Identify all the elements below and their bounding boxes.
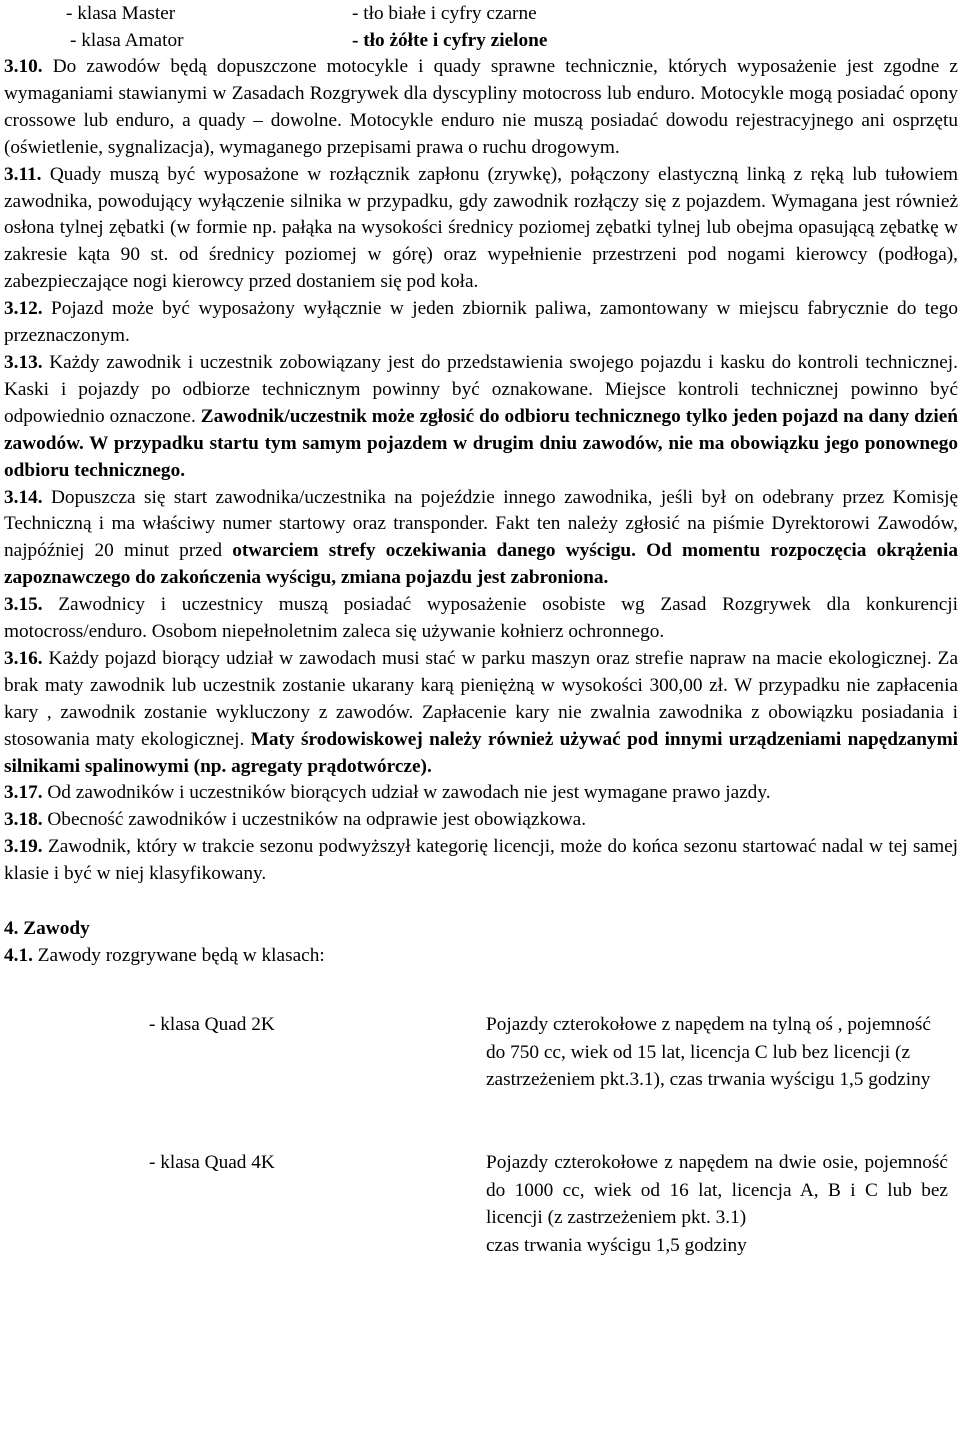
paragraph-number: 4.1. — [4, 945, 33, 967]
document-page — [4, 0, 958, 1289]
class-name: - klasa Quad 2K — [149, 1014, 275, 1036]
paragraph-text: Zawody rozgrywane będą w klasach: — [32, 945, 325, 967]
paragraph-bold-text: otwarciem strefy oczekiwania danego wyścigu. Od momentu rozpoczęcia okrążenia zapoznawczego do zakończenia wyścigu, zmiana pojazdu jest zabroniona. — [4, 540, 958, 589]
paragraph-number: 3.13. — [4, 351, 43, 373]
paragraph-number: 3.19. — [4, 836, 43, 858]
class-row-amator — [70, 27, 958, 54]
class-label: - klasa Amator — [70, 30, 184, 51]
class-description-main: Pojazdy czterokołowe z napędem na dwie osie, pojemność do 1000 cc, wiek od 16 lat, licencja A, B i C lub bez licencji (z zastrzeżeniem pkt. 3.1) — [486, 1152, 948, 1229]
paragraph-text: Każdy pojazd biorący udział w zawodach musi stać w parku maszyn oraz strefie napraw na macie ekologicznej. Za brak maty zawodnik lub uczestnik zostanie ukarany karą pieniężną w wysokości 300,00 zł. W przypadku nie zapłacenia kary , zawodnik zostanie wykluczony z zawodów. Zapłacenie kary nie zwalnia zawodnika z obowiązku posiadania i stosowania maty ekologicznej. — [4, 647, 958, 750]
paragraph-text: Obecność zawodników i uczestników na odprawie jest obowiązkowa. — [42, 809, 587, 831]
paragraph-3-16 — [4, 646, 958, 781]
paragraph-3-17 — [4, 780, 958, 807]
paragraph-text: Zawodnicy i uczestnicy muszą posiadać wyposażenie osobiste wg Zasad Rozgrywek dla konkurencji motocross/enduro. Osobom niepełnoletnim zaleca się używanie kołnierz ochronnego. — [4, 594, 958, 643]
paragraph-text: Od zawodników i uczestników biorących udział w zawodach nie jest wymagane prawo jazdy. — [42, 782, 771, 804]
section-heading: 4. Zawody — [4, 918, 90, 940]
paragraph-number: 3.18. — [4, 809, 43, 831]
class-description — [486, 1149, 948, 1259]
paragraph-number: 3.16. — [4, 647, 43, 669]
paragraph-text: Pojazd może być wyposażony wyłącznie w jeden zbiornik paliwa, zamontowany w miejscu fabrycznie do tego przeznaczonym. — [4, 298, 958, 347]
class-color-description: - tło białe i cyfry czarne — [352, 3, 537, 24]
paragraph-3-15 — [4, 592, 958, 646]
paragraph-number: 3.10. — [4, 56, 43, 77]
paragraph-3-11 — [4, 162, 958, 297]
paragraph-3-19 — [4, 834, 958, 888]
paragraph-number: 3.12. — [4, 298, 43, 320]
class-color-description: - tło żółte i cyfry zielone — [352, 30, 548, 51]
class-description: Pojazdy czterokołowe z napędem na tylną oś , pojemność do 750 cc, wiek od 15 lat, licencja C lub bez licencji (z zastrzeżeniem pkt.3.1), czas trwania wyścigu 1,5 godziny — [486, 1014, 931, 1091]
class-row-master — [66, 0, 958, 27]
paragraph-text: Dopuszcza się start zawodnika/uczestnika na pojeździe innego zawodnika, jeśli był on odebrany przez Komisję Techniczną i ma właściwy numer startowy oraz transponder. Fakt ten należy zgłosić na piśmie Dyrektorowi Zawodów, najpóźniej 20 minut przed — [4, 486, 958, 562]
paragraph-3-12 — [4, 296, 958, 350]
paragraph-bold-text: Zawodnik/uczestnik może zgłosić do odbioru technicznego tylko jeden pojazd na dany dzień zawodów. W przypadku startu tym samym pojazdem w drugim dniu zawodów, nie ma obowiązku jego ponownego odbioru technicznego. — [4, 405, 958, 481]
paragraph-text: Każdy zawodnik i uczestnik zobowiązany jest do przedstawienia swojego pojazdu i kasku do kontroli technicznej. Kaski i pojazdy po odbiorze technicznym powinny być oznakowane. Miejsce kontroli technicznej powinno być odpowiednio oznaczone. — [4, 351, 958, 427]
class-name: - klasa Quad 4K — [149, 1152, 275, 1174]
class-entry-quad-4k — [4, 1149, 958, 1289]
paragraph-3-13 — [4, 350, 958, 485]
class-description-duration: czas trwania wyścigu 1,5 godziny — [486, 1234, 747, 1256]
class-entry-quad-2k — [4, 1011, 958, 1149]
paragraph-number: 3.14. — [4, 486, 43, 508]
paragraph-3-10 — [4, 54, 958, 162]
paragraph-number: 3.17. — [4, 782, 43, 804]
paragraph-number: 3.15. — [4, 594, 43, 616]
subsection-4-1 — [4, 942, 958, 969]
paragraph-text: Zawodnik, który w trakcie sezonu podwyższył kategorię licencji, może do końca sezonu startować nadal w tej samej klasie i być w niej klasyfikowany. — [4, 836, 958, 885]
paragraph-number: 3.11. — [4, 163, 42, 185]
paragraph-text: Quady muszą być wyposażone w rozłącznik zapłonu (zrywkę), połączony elastyczną linką z ręką lub tułowiem zawodnika, powodujący wyłączenie silnika w przypadku, gdy zawodnik rozłączy się z pojazdem. Wymagana jest również osłona tylnej zębatki (w formie np. pałąka na wysokości średnicy poziomej zębatki tylnej lub obejma opasującą zębatkę w zakresie kąta 90 st. od średnicy poziomej w górę) oraz wypełnienie przestrzeni pod nogami kierowcy (podłoga), zabezpieczające nogi kierowcy przed dostaniem się pod koła. — [4, 163, 958, 293]
paragraph-3-14 — [4, 485, 958, 593]
paragraph-3-18 — [4, 807, 958, 834]
class-label: - klasa Master — [66, 3, 176, 24]
paragraph-text: Do zawodów będą dopuszczone motocykle i quady sprawne technicznie, których wyposażenie jest zgodne z wymaganiami stawianymi w Zasadach Rozgrywek dla dyscypliny motocross lub enduro. Motocykle mogą posiadać opony crossowe lub enduro, a quady – dowolne. Motocykle enduro nie muszą posiadać dowodu rejestracyjnego ani osprzętu (oświetlenie, sygnalizacja), wymaganego przepisami prawa o ruchu drogowym. — [4, 56, 958, 158]
paragraph-bold-text: Maty środowiskowej należy również używać pod innymi urządzeniami napędzanymi silnikami spalinowymi (np. agregaty prądotwórcze). — [4, 728, 958, 777]
